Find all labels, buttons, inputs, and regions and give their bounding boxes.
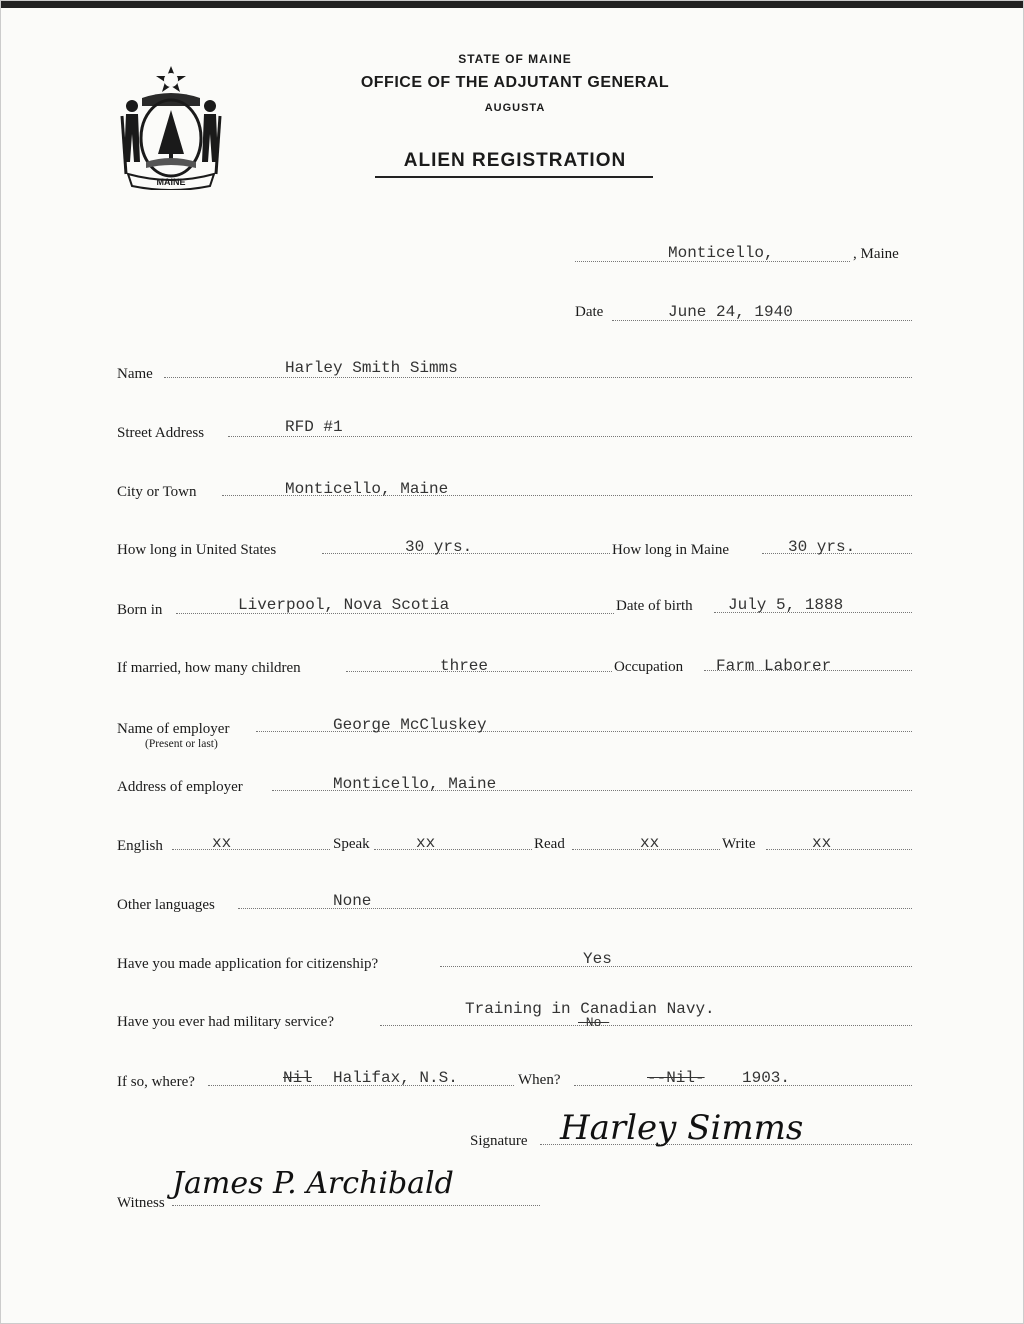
when-struck-value: --Nil- [647, 1069, 705, 1087]
years-maine-value: 30 yrs. [788, 538, 856, 556]
form-title: ALIEN REGISTRATION [403, 150, 627, 171]
employer-address-label: Address of employer [117, 779, 243, 795]
english-value: xx [212, 834, 232, 852]
other-languages-value: None [333, 892, 372, 910]
military-label: Have you ever had military service? [117, 1014, 334, 1030]
street-value: RFD #1 [285, 418, 343, 436]
citizenship-label: Have you made application for citizenship? [117, 956, 379, 972]
name-value: Harley Smith Simms [285, 359, 458, 377]
employer-sublabel: (Present or last) [145, 738, 218, 750]
born-in-label: Born in [117, 602, 163, 618]
read-value: xx [640, 834, 660, 852]
office-heading: OFFICE OF THE ADJUTANT GENERAL [360, 74, 670, 91]
employer-value: George McCluskey [333, 716, 487, 734]
where-struck-value: Nil [283, 1069, 312, 1087]
write-value: xx [812, 834, 832, 852]
name-label: Name [117, 366, 153, 382]
english-line [172, 849, 330, 850]
witness-label: Witness [117, 1195, 165, 1211]
years-us-value: 30 yrs. [405, 538, 473, 556]
employer-label: Name of employer [117, 721, 230, 737]
other-languages-label: Other languages [117, 897, 215, 913]
svg-text:MAINE: MAINE [156, 177, 186, 187]
military-line [380, 1025, 912, 1026]
military-struck-value: -No- [578, 1015, 610, 1030]
location-state-label: , Maine [853, 246, 899, 262]
signature-label: Signature [470, 1133, 528, 1149]
citizenship-line [440, 966, 912, 967]
date-value: June 24, 1940 [668, 303, 793, 321]
street-label: Street Address [117, 425, 205, 441]
employer-address-value: Monticello, Maine [333, 775, 497, 793]
when-value: 1903. [742, 1069, 791, 1087]
speak-value: xx [416, 834, 436, 852]
children-label: If married, how many children [117, 660, 301, 676]
citizenship-value: Yes [583, 950, 612, 968]
date-label: Date [575, 304, 604, 320]
title-underline [375, 176, 653, 178]
city-heading: AUGUSTA [484, 102, 546, 114]
street-line [228, 436, 912, 437]
speak-line [374, 849, 532, 850]
write-label: Write [722, 836, 756, 852]
name-line [164, 377, 912, 378]
military-value: Training in Canadian Navy. [465, 1000, 715, 1018]
children-value: three [440, 657, 489, 675]
speak-label: Speak [333, 836, 370, 852]
read-label: Read [534, 836, 565, 852]
location-town-value: Monticello, [668, 244, 774, 262]
witness-signature: James P. Archibald [172, 1166, 454, 1201]
dob-label: Date of birth [616, 598, 693, 614]
occupation-label: Occupation [614, 659, 684, 675]
where-label: If so, where? [117, 1074, 195, 1090]
signature-value: Harley Simms [560, 1108, 804, 1148]
when-label: When? [518, 1072, 561, 1088]
city-value: Monticello, Maine [285, 480, 449, 498]
city-label: City or Town [117, 484, 197, 500]
born-in-value: Liverpool, Nova Scotia [238, 596, 450, 614]
years-us-label: How long in United States [117, 542, 277, 558]
witness-line [172, 1205, 540, 1206]
dob-value: July 5, 1888 [728, 596, 844, 614]
where-value: Halifax, N.S. [333, 1069, 458, 1087]
state-heading: STATE OF MAINE [458, 52, 572, 66]
years-maine-label: How long in Maine [612, 542, 730, 558]
english-label: English [117, 838, 163, 854]
write-line [766, 849, 912, 850]
occupation-value: Farm Laborer [716, 657, 832, 675]
